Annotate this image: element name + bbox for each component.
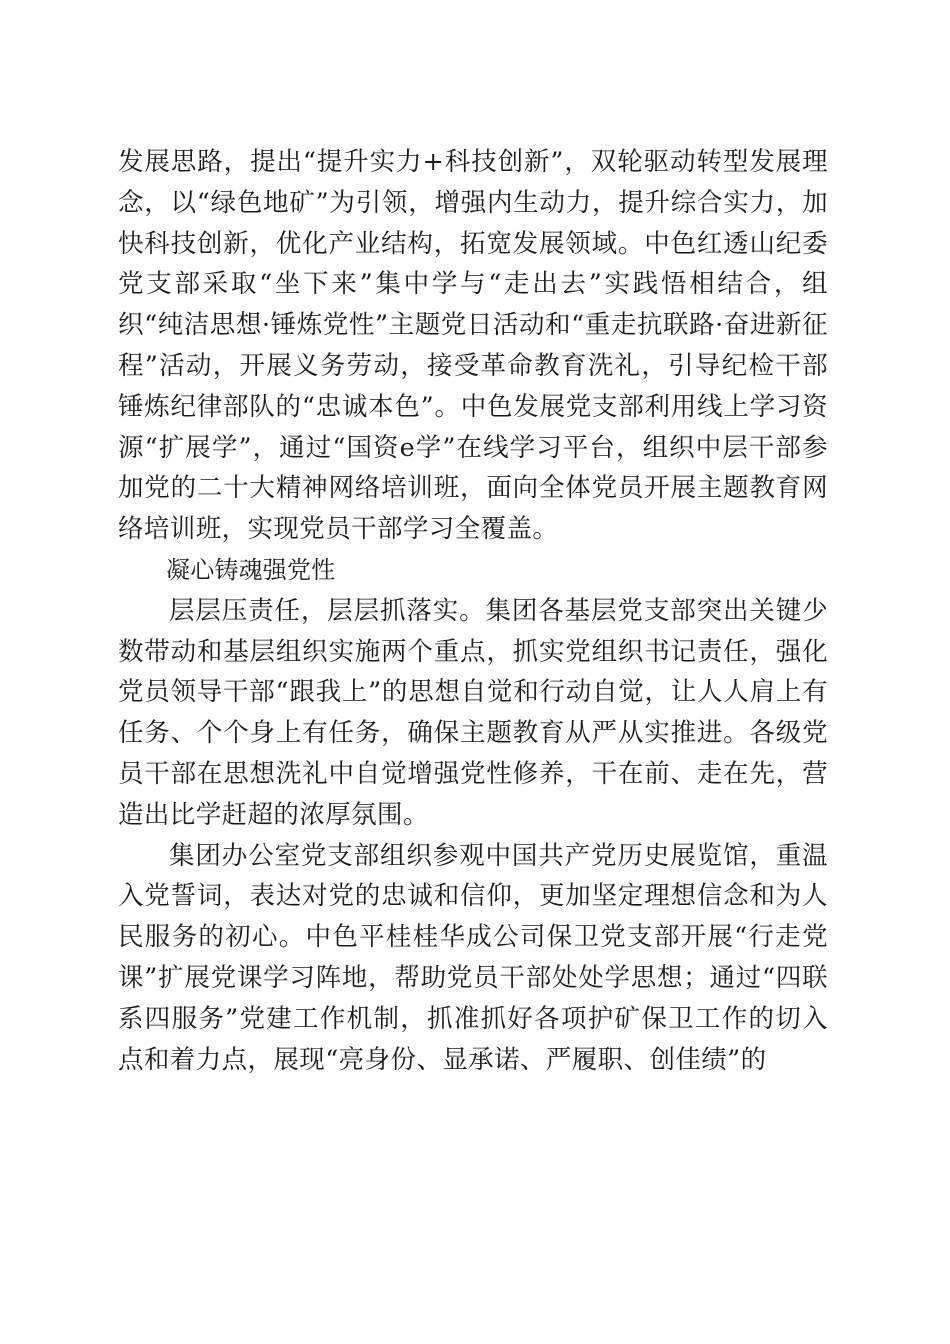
paragraph-responsibility: 层层压责任，层层抓落实。集团各基层党支部突出关键少数带动和基层组织实施两个重点，抓实党组织书记责任，强化党员领导干部“跟我上”的思想自觉和行动自觉，让人人肩上有任务、个个身上有任务，确保主题教育从严从实推进。各级党员干部在思想洗礼中自觉增强党性修养，干在前、走在先，营造出比学赶超的浓厚氛围。: [118, 595, 828, 830]
section-heading: 凝心铸魂强党性: [166, 555, 336, 584]
paragraph-office-branch: 集团办公室党支部组织参观中国共产党历史展览馆，重温入党誓词，表达对党的忠诚和信仰，更加坚定理想信念和为人民服务的初心。中色平桂桂华成公司保卫党支部开展“行走党课”扩展党课学习阵地，帮助党员干部处处学思想；通过“四联系四服务”党建工作机制，抓准抓好各项护矿保卫工作的切入点和着力点，展现“亮身份、显承诺、严履职、创佳绩”的: [118, 840, 828, 1075]
document-body: [118, 142, 828, 1080]
paragraph-continuation: 发展思路，提出“提升实力+科技创新”，双轮驱动转型发展理念，以“绿色地矿”为引领，增强内生动力，提升综合实力，加快科技创新，优化产业结构，拓宽发展领域。中色红透山纪委党支部采取“坐下来”集中学与“走出去”实践悟相结合，组织“纯洁思想·锤炼党性”主题党日活动和“重走抗联路·奋进新征程”活动，开展义务劳动，接受革命教育洗礼，引导纪检干部锤炼纪律部队的“忠诚本色”。中色发展党支部利用线上学习资源“扩展学”，通过“国资e学”在线学习平台，组织中层干部参加党的二十大精神网络培训班，面向全体党员开展主题教育网络培训班，实现党员干部学习全覆盖。: [118, 147, 828, 545]
